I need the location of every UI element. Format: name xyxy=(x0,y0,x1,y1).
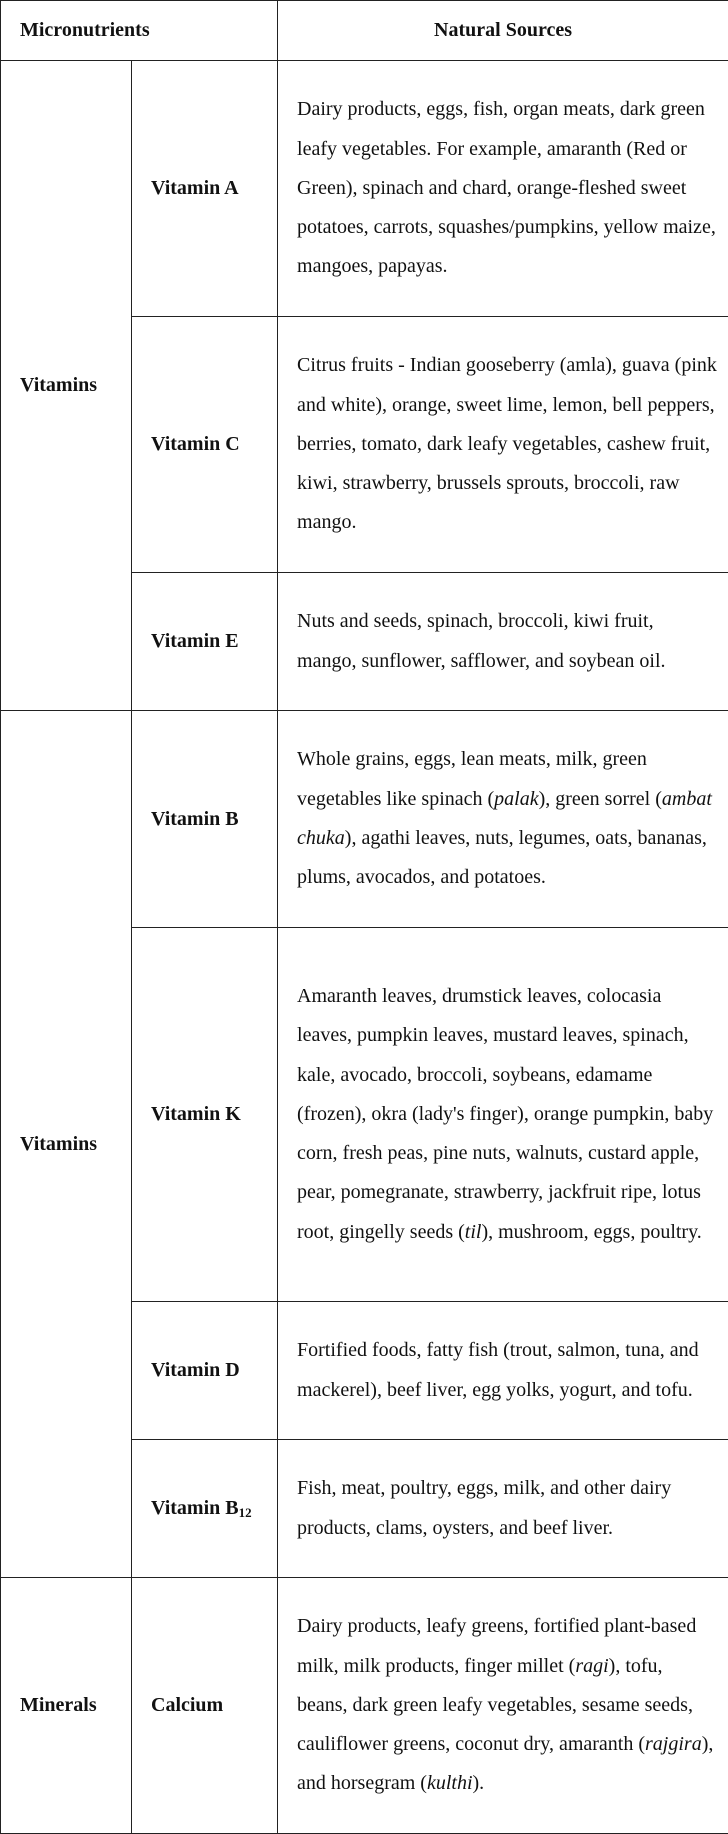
sources-vitamin-k xyxy=(278,928,728,1302)
source-text: Whole grains, eggs, lean meats, milk, green vegetables like spinach ( xyxy=(297,748,647,809)
source-text: Amaranth leaves, drumstick leaves, colocasia leaves, pumpkin leaves, mustard leaves, spinach, kale, avocado, broccoli, soybeans, edamame (frozen), okra (lady's finger), orange pumpkin, baby corn, fresh peas, pine nuts, walnuts, custard apple, pear, pomegranate, strawberry, jackfruit ripe, lotus root, gingelly seeds ( xyxy=(297,985,713,1243)
table-row xyxy=(1,61,728,317)
sources-vitamin-a: Dairy products, eggs, fish, organ meats, dark green leafy vegetables. For example, amaranth (Red or Green), spinach and chard, orange-fleshed sweet potatoes, carrots, squashes/pumpkins, yellow maize, mangoes, papayas. xyxy=(278,61,728,317)
sources-vitamin-c: Citrus fruits - Indian gooseberry (amla), guava (pink and white), orange, sweet lime, lemon, bell peppers, berries, tomato, dark leafy vegetables, cashew fruit, kiwi, strawberry, brussels sprouts, broccoli, raw mango. xyxy=(278,317,728,573)
sources-vitamin-b12: Fish, meat, poultry, eggs, milk, and other dairy products, clams, oysters, and beef liver. xyxy=(278,1440,728,1578)
group-label-vitamins-2: Vitamins xyxy=(1,711,132,1578)
source-italic: ragi xyxy=(575,1655,608,1677)
nutrient-vitamin-d: Vitamin D xyxy=(132,1302,278,1440)
nutrient-name: Vitamin B xyxy=(151,1497,239,1519)
source-italic: ambat chuka xyxy=(297,788,712,849)
source-text: ), mushroom, eggs, poultry. xyxy=(481,1221,701,1243)
nutrient-vitamin-c: Vitamin C xyxy=(132,317,278,573)
sources-vitamin-e: Nuts and seeds, spinach, broccoli, kiwi fruit, mango, sunflower, safflower, and soybean oil. xyxy=(278,573,728,711)
table-row xyxy=(1,711,728,928)
source-text: ), green sorrel ( xyxy=(539,788,662,810)
source-italic: palak xyxy=(494,788,538,810)
source-italic: rajgira xyxy=(645,1733,702,1755)
source-text: ), tofu, beans, dark green leafy vegetables, sesame seeds, cauliflower greens, coconut dry, amaranth ( xyxy=(297,1655,693,1756)
nutrient-subscript: 12 xyxy=(239,1505,252,1520)
source-text: Dairy products, leafy greens, fortified plant-based milk, milk products, finger millet ( xyxy=(297,1615,696,1676)
source-text: ). xyxy=(473,1772,485,1794)
sources-vitamin-d: Fortified foods, fatty fish (trout, salmon, tuna, and mackerel), beef liver, egg yolks, yogurt, and tofu. xyxy=(278,1302,728,1440)
nutrient-vitamin-b: Vitamin B xyxy=(132,711,278,928)
source-italic: kulthi xyxy=(427,1772,473,1794)
header-row xyxy=(1,1,728,61)
nutrient-calcium: Calcium xyxy=(132,1578,278,1834)
sources-vitamin-b xyxy=(278,711,728,928)
group-label-minerals: Minerals xyxy=(1,1578,132,1834)
sources-calcium xyxy=(278,1578,728,1834)
group-label-vitamins: Vitamins xyxy=(1,61,132,711)
nutrient-vitamin-a: Vitamin A xyxy=(132,61,278,317)
nutrient-vitamin-b12 xyxy=(132,1440,278,1578)
table-row xyxy=(1,1578,728,1834)
nutrient-vitamin-e: Vitamin E xyxy=(132,573,278,711)
header-micronutrients: Micronutrients xyxy=(1,1,278,61)
source-italic: til xyxy=(465,1221,482,1243)
source-text: ), and horsegram ( xyxy=(297,1733,713,1794)
header-natural-sources: Natural Sources xyxy=(278,1,728,61)
source-text: ), agathi leaves, nuts, legumes, oats, bananas, plums, avocados, and potatoes. xyxy=(297,827,707,888)
nutrient-vitamin-k: Vitamin K xyxy=(132,928,278,1302)
